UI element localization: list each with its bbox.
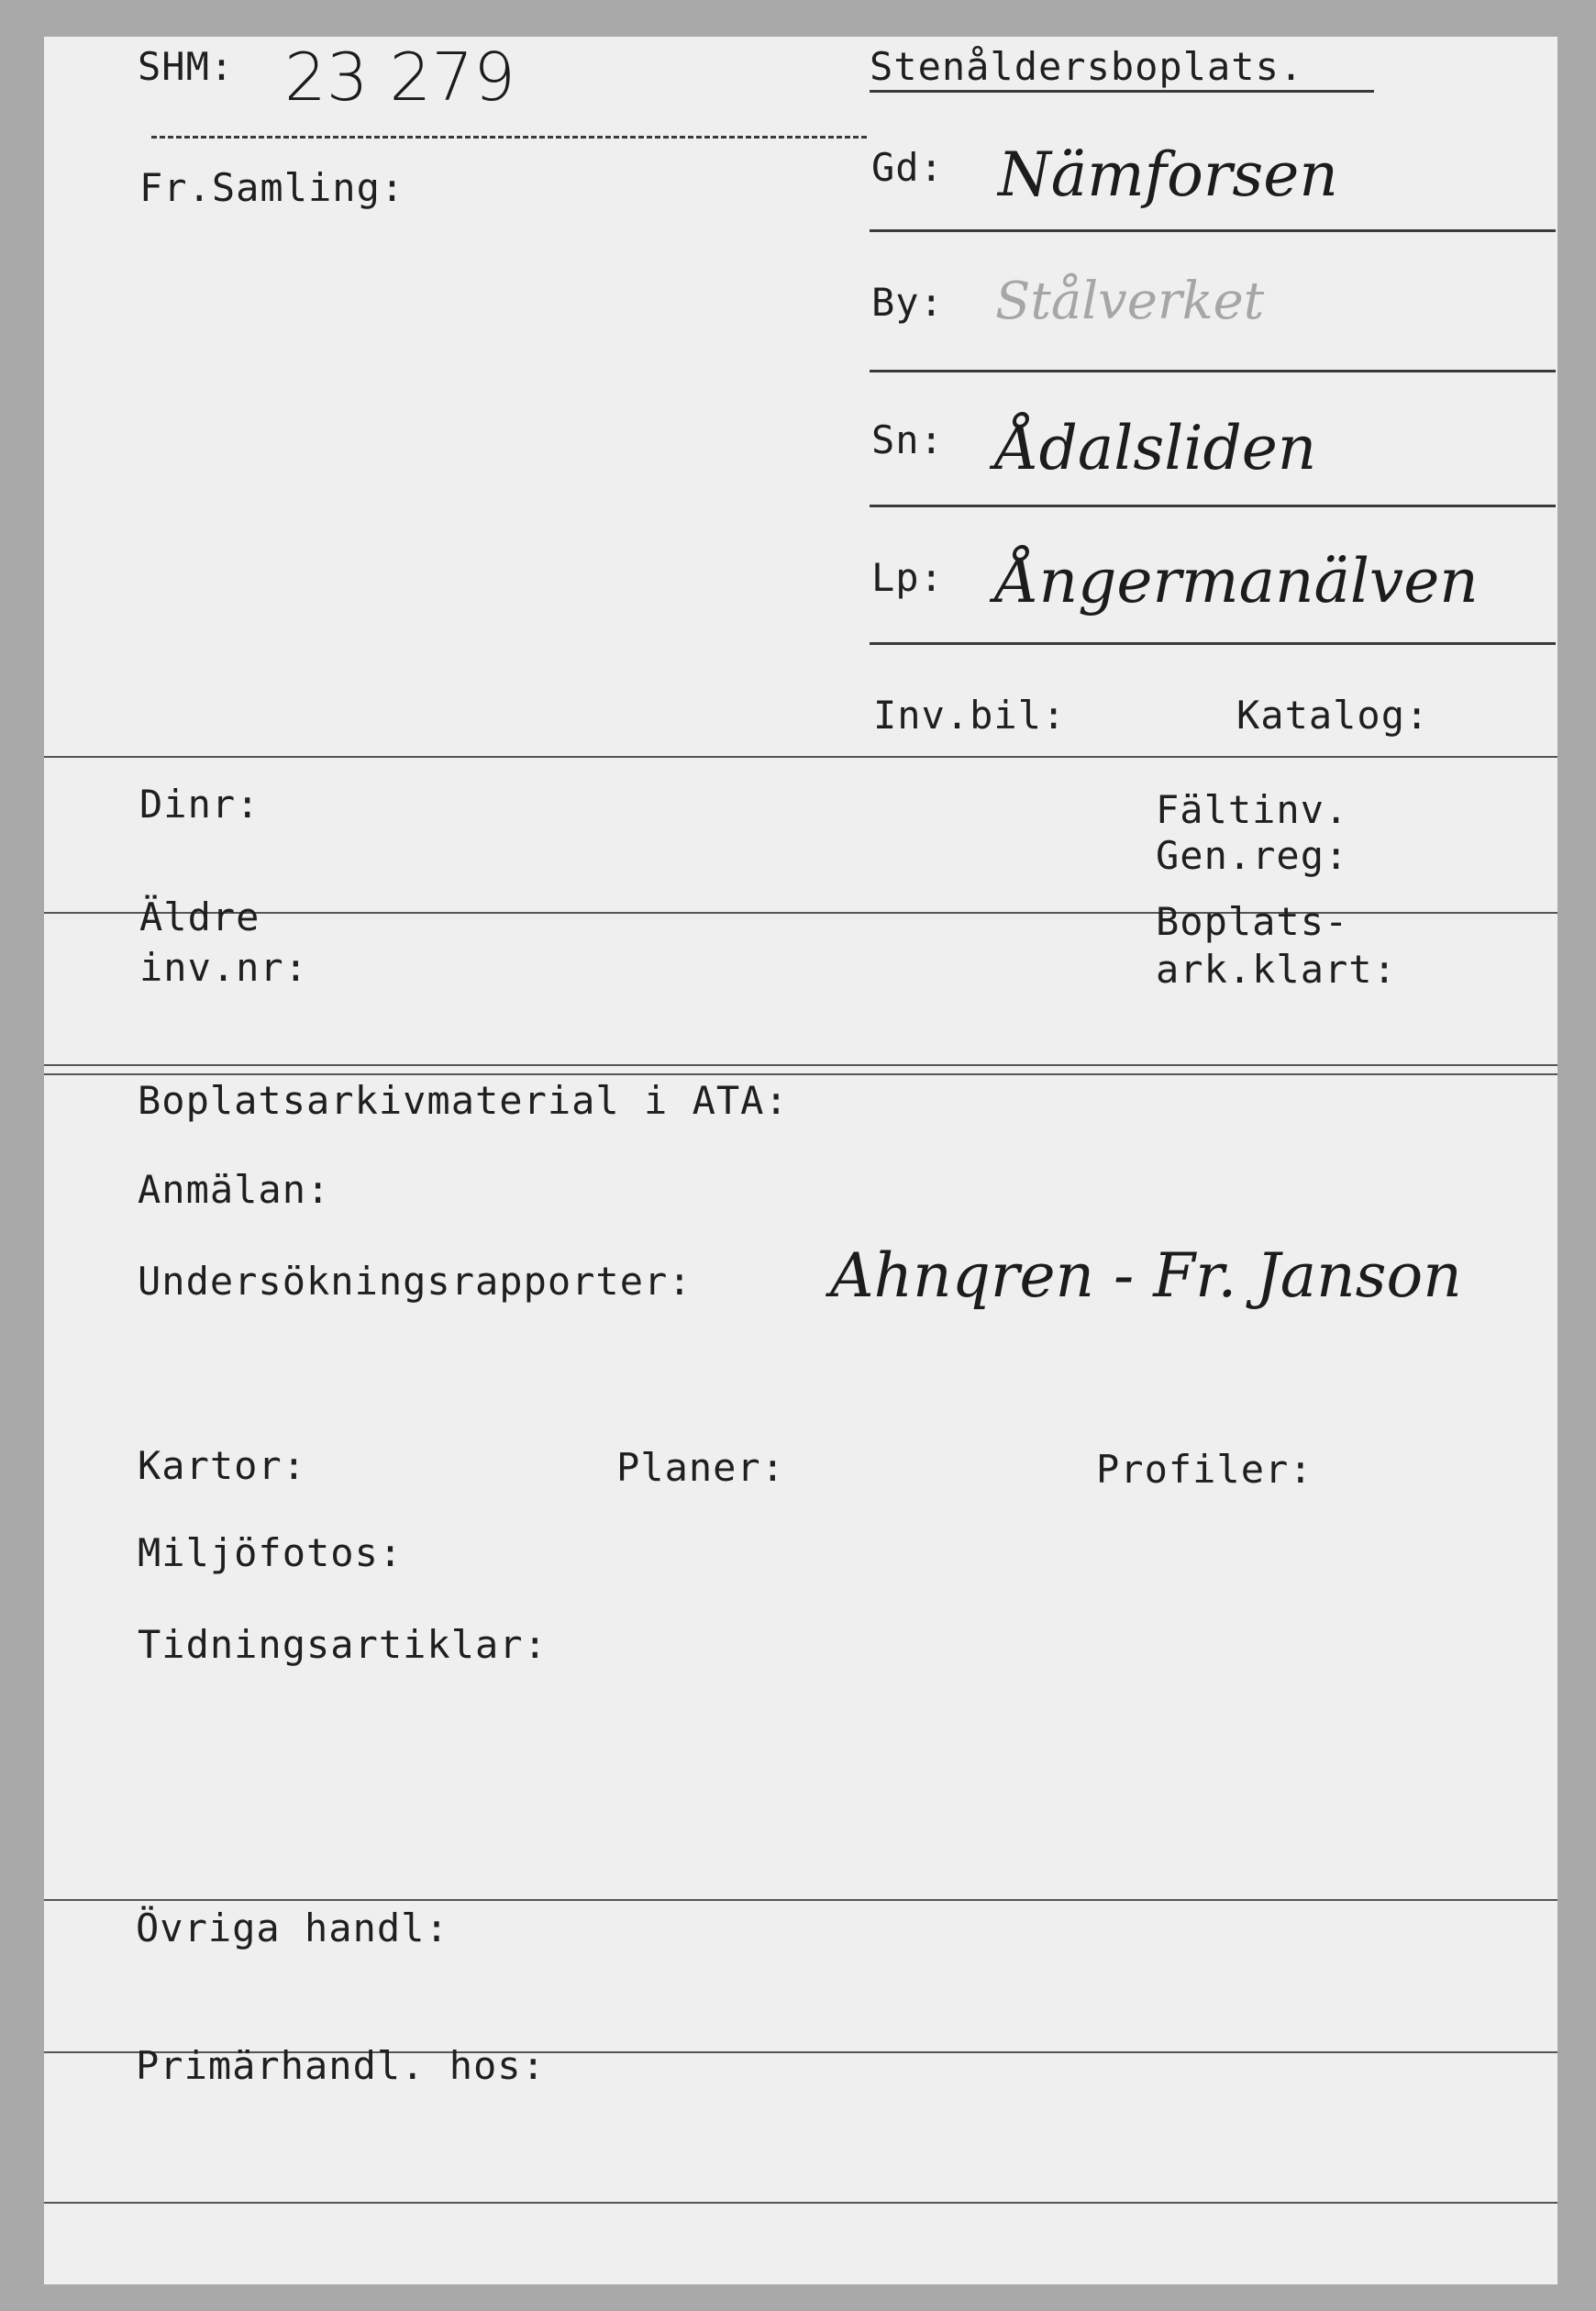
shm-label: SHM: (138, 44, 235, 89)
by-line (870, 370, 1556, 372)
miljofotos-label: Miljöfotos: (138, 1530, 404, 1575)
anmalan-label: Anmälan: (138, 1167, 331, 1212)
primar-label: Primärhandl. hos: (136, 2043, 546, 2088)
undersokning-label: Undersökningsrapporter: (138, 1259, 693, 1304)
registry-bottom-line-1 (44, 1064, 1557, 1066)
ark-klart-label: ark.klart: (1156, 947, 1397, 992)
archive-heading: Boplatsarkivmaterial i ATA: (138, 1078, 789, 1123)
shm-divider (151, 136, 867, 139)
title-underline (870, 90, 1374, 93)
genreg-label: Gen.reg: (1156, 833, 1349, 878)
shm-number: 23 279 (284, 39, 515, 116)
boplats-label: Boplats- (1156, 899, 1349, 944)
sn-label: Sn: (871, 417, 944, 462)
by-label: By: (871, 280, 944, 325)
inv-bil-label: Inv.bil: (873, 693, 1067, 738)
card-title: Stenåldersboplats. (870, 44, 1304, 89)
undersokning-value: Ahnqren - Fr. Janson (830, 1240, 1462, 1311)
faltinv-label: Fältinv. (1156, 787, 1349, 832)
ovriga-label: Övriga handl: (136, 1905, 449, 1950)
fr-samling-label: Fr.Samling: (139, 165, 405, 210)
registry-bottom-line-2 (44, 1073, 1557, 1075)
gd-line (870, 229, 1556, 232)
card-bottom-line (44, 2202, 1557, 2204)
aldre-label: Äldre (139, 894, 260, 939)
gd-value: Nämforsen (998, 139, 1338, 210)
sn-line (870, 505, 1556, 507)
sn-value: Ådalsliden (995, 413, 1317, 483)
gd-label: Gd: (871, 145, 944, 190)
ovriga-top-line (44, 1899, 1557, 1901)
inv-nr-label: inv.nr: (139, 945, 309, 990)
katalog-label: Katalog: (1236, 693, 1430, 738)
by-value: Stålverket (995, 272, 1265, 331)
planer-label: Planer: (616, 1445, 786, 1490)
lp-label: Lp: (871, 555, 944, 600)
lp-line (870, 642, 1556, 645)
lp-value: Ångermanälven (995, 546, 1479, 617)
dinr-label: Dinr: (139, 782, 260, 827)
kartor-label: Kartor: (138, 1443, 307, 1488)
profiler-label: Profiler: (1096, 1447, 1313, 1492)
registry-top-line (44, 756, 1557, 758)
tidningsartiklar-label: Tidningsartiklar: (138, 1622, 548, 1667)
